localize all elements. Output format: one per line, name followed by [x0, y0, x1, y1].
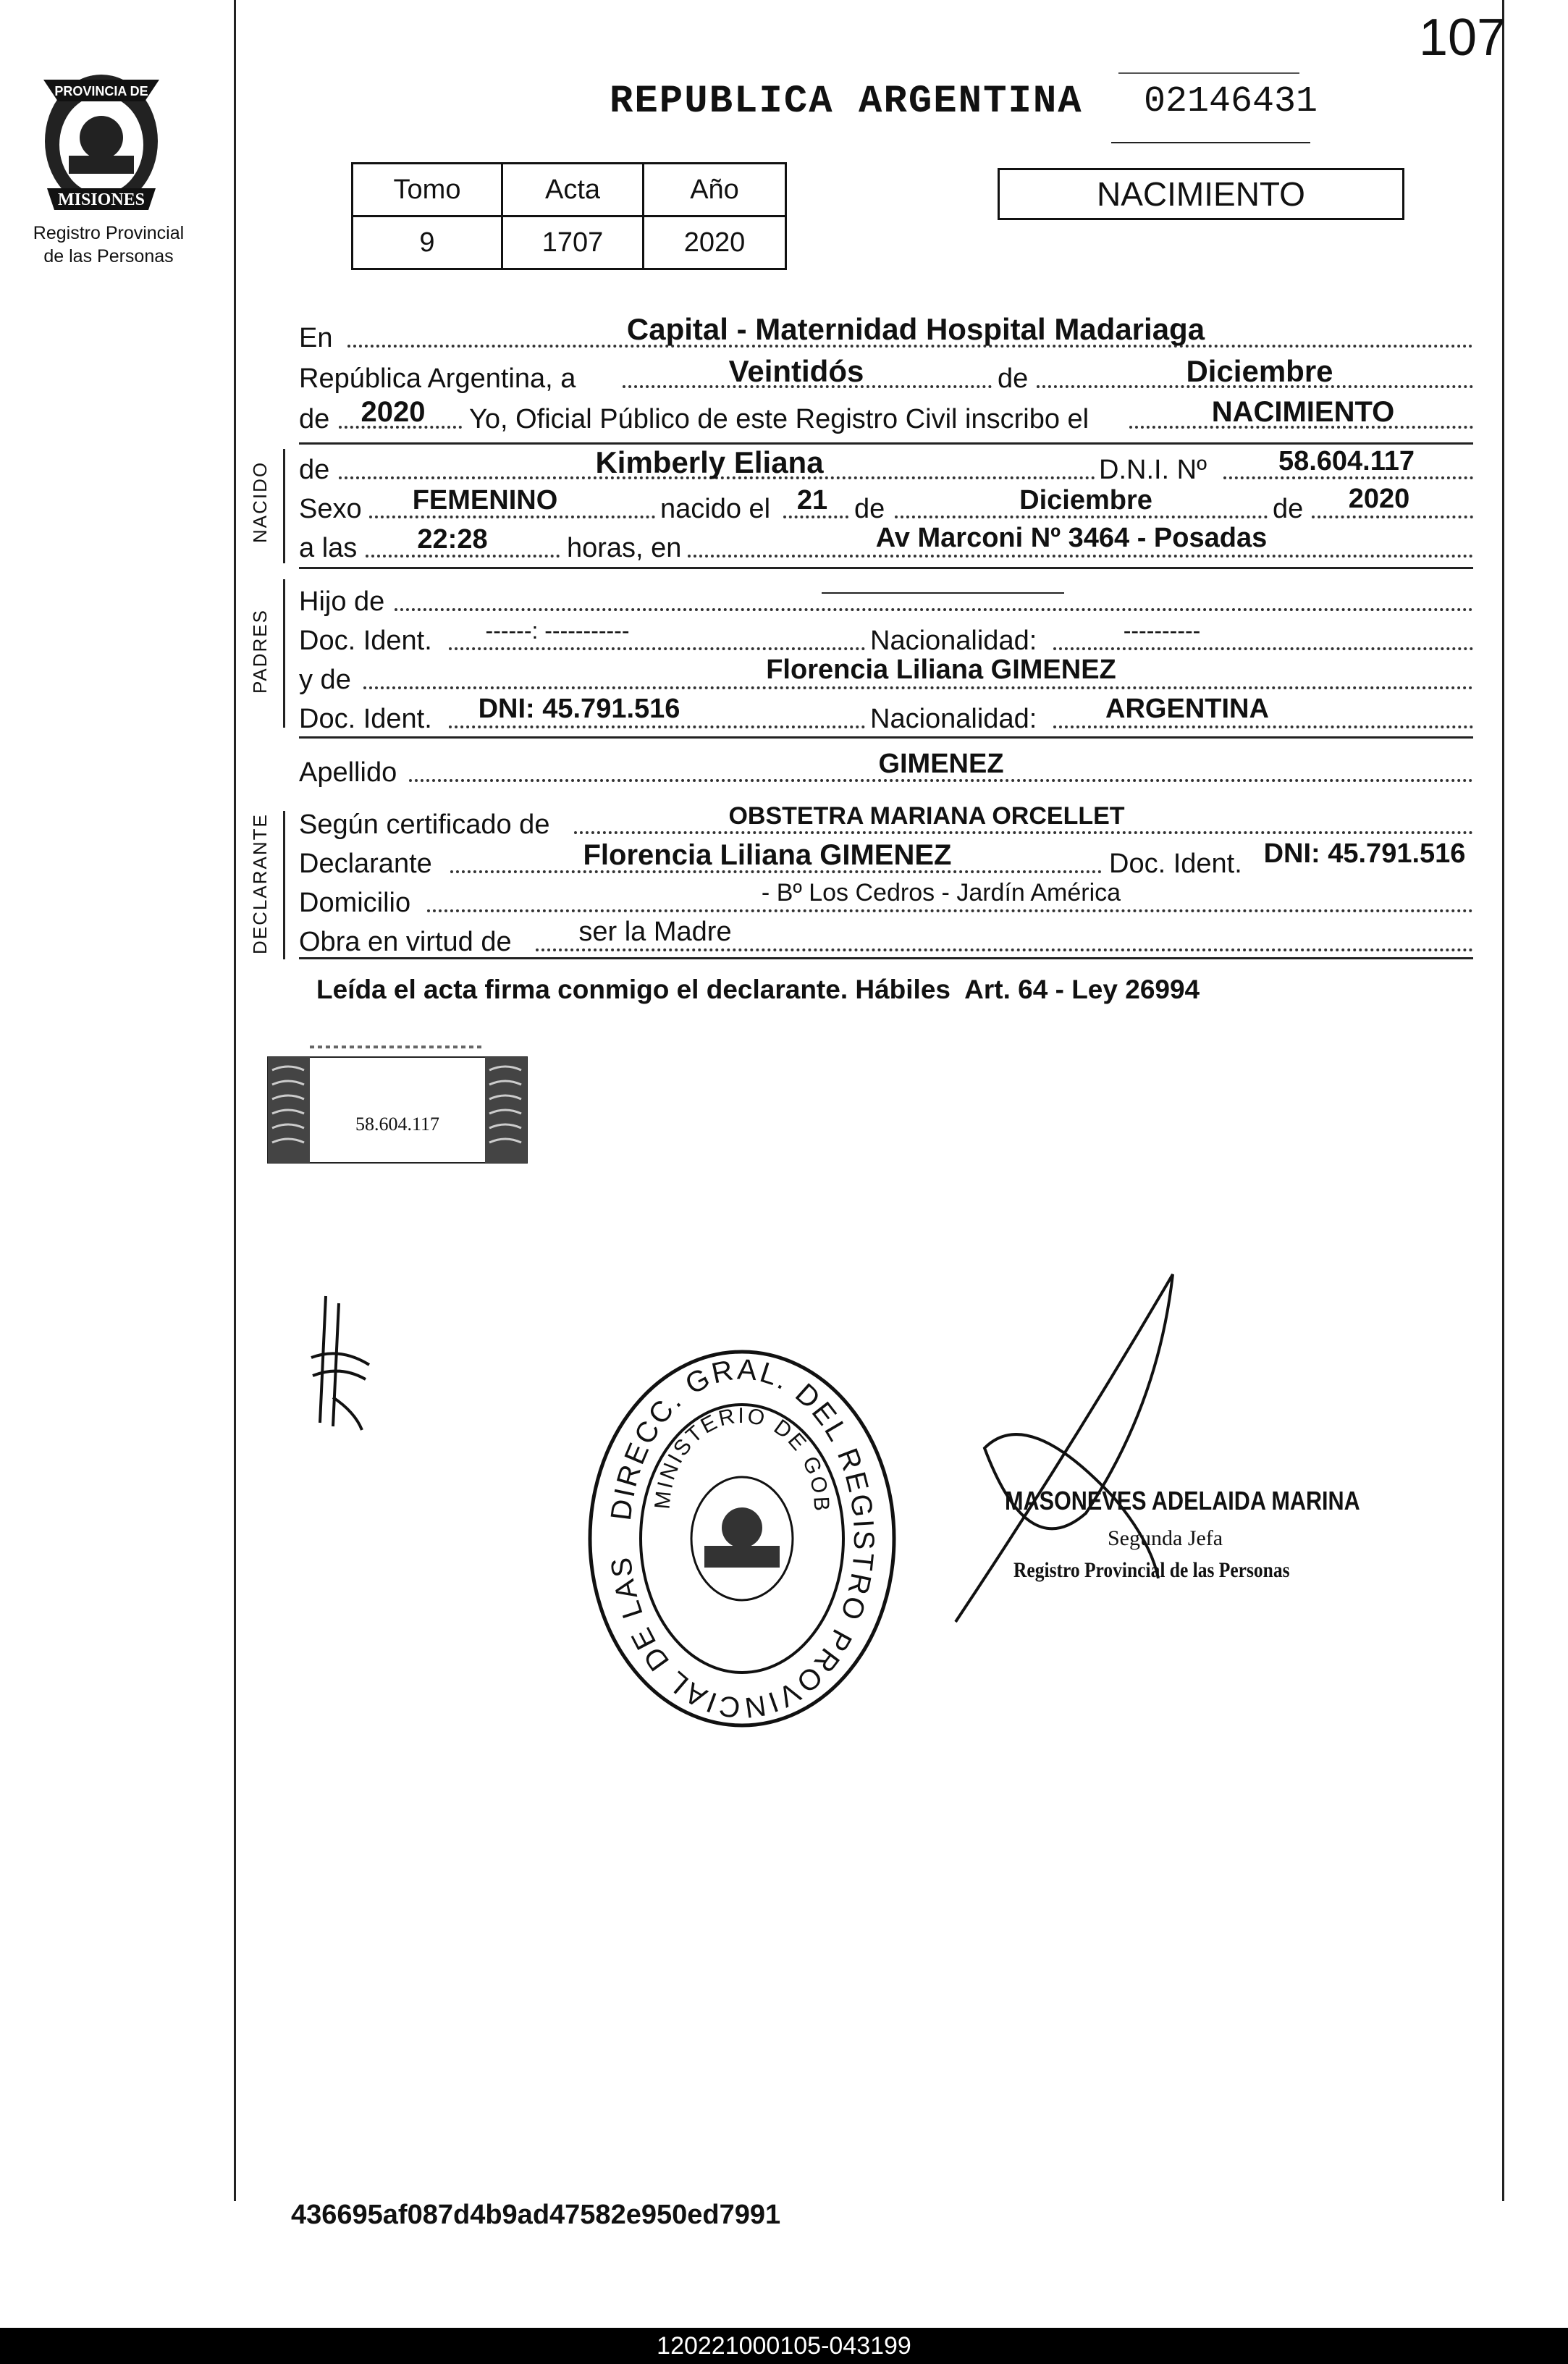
act-type-label: NACIMIENTO [1097, 175, 1305, 213]
acta-header: Acta [502, 164, 644, 216]
nacido-section-label: NACIDO [249, 460, 271, 543]
birth-place-value: Av Marconi Nº 3464 - Posadas [875, 523, 1268, 553]
nacido-el-label: nacido el [660, 494, 771, 524]
act-type-box [998, 168, 1404, 220]
de-label-1: de [998, 363, 1029, 394]
acta-value: 1707 [502, 216, 644, 269]
closing-text: Leída el acta firma conmigo el declarante. Hábiles Art. 64 - Ley 26994 [316, 975, 1200, 1004]
padres-side-line [283, 579, 285, 728]
birth-de-a: de [854, 494, 885, 524]
dots-doc2 [449, 725, 865, 728]
svg-text:DIRECC. GRAL. DEL REGISTRO PRO: DIRECC. GRAL. DEL REGISTRO PROVINCIAL DE LAS [604, 1353, 880, 1724]
cert-value: OBSTETRA MARIANA ORCELLET [728, 802, 1125, 830]
signatory-name: MASONEVES ADELAIDA MARINA [1005, 1486, 1360, 1515]
id-stamp [266, 1041, 528, 1164]
republica-label: República Argentina, a [299, 363, 576, 394]
record-table [351, 162, 787, 270]
doc2-value: DNI: 45.791.516 [478, 694, 680, 724]
dots-birth-place [688, 555, 1473, 558]
footer-id: 120221000105-043199 [657, 2332, 911, 2360]
rule-declarante [299, 957, 1473, 959]
dots-birth-year [1312, 516, 1473, 518]
birth-year-value: 2020 [1348, 484, 1410, 514]
nac1-value: ---------- [1123, 618, 1201, 644]
dom-label: Domicilio [299, 888, 411, 918]
obra-value: ser la Madre [578, 917, 732, 947]
serial-number: 02146431 [1144, 81, 1318, 122]
yde-label: y de [299, 665, 351, 695]
apellido-label: Apellido [299, 757, 397, 788]
dots-father [395, 608, 1473, 611]
birth-day-value: 21 [796, 485, 828, 516]
apellido-value: GIMENEZ [878, 749, 1004, 779]
decl-doc-value: DNI: 45.791.516 [1263, 838, 1466, 869]
misiones-logo [29, 58, 174, 217]
dots-nac2 [1053, 725, 1473, 728]
dots-nac1 [1053, 647, 1473, 650]
child-name-value: Kimberly Eliana [595, 445, 824, 479]
svg-text:MINISTERIO DE GOBIERNO: MINISTERIO DE GOB [650, 1403, 834, 1514]
sexo-value: FEMENINO [412, 485, 558, 516]
decl-doc-label: Doc. Ident. [1109, 849, 1242, 879]
left-margin-line [234, 0, 236, 2201]
document-hash: 436695af087d4b9ad47582e950ed7991 [291, 2200, 781, 2230]
rule-nacido [299, 567, 1473, 569]
nac2-label: Nacionalidad: [870, 704, 1037, 734]
dots-mother [363, 686, 1473, 689]
right-margin-line [1502, 0, 1504, 2201]
official-seal [576, 1343, 909, 1734]
footer-bar [0, 2328, 1568, 2364]
country-title: REPUBLICA ARGENTINA [610, 80, 1083, 124]
nacido-de-label: de [299, 455, 330, 485]
en-label: En [299, 323, 333, 353]
serial-top-line [1118, 72, 1299, 74]
handwritten-initial [297, 1289, 376, 1434]
tomo-header: Tomo [353, 164, 502, 216]
year-value: 2020 [361, 396, 426, 428]
obra-label: Obra en virtud de [299, 927, 512, 957]
doc1-value: ------: ----------- [485, 618, 630, 644]
signatory-office: Registro Provincial de las Personas [1013, 1558, 1290, 1582]
decl-label: Declarante [299, 849, 432, 879]
de-label-2: de [299, 404, 330, 434]
anio-header: Año [644, 164, 786, 216]
father-blank-line [822, 592, 1064, 594]
dni-value: 58.604.117 [1278, 446, 1415, 476]
stamp-dni: 58.604.117 [355, 1114, 440, 1135]
doc1-label: Doc. Ident. [299, 626, 432, 656]
dots-dom [427, 909, 1473, 912]
page-number: 107 [1419, 9, 1506, 67]
svg-text:MISIONES: MISIONES [57, 190, 146, 209]
doc2-label: Doc. Ident. [299, 704, 432, 734]
declarante-section-label: DECLARANTE [249, 813, 271, 954]
mother-value: Florencia Liliana GIMENEZ [766, 655, 1116, 685]
place-value: Capital - Maternidad Hospital Madariaga [626, 312, 1205, 346]
nac2-value: ARGENTINA [1105, 694, 1269, 724]
declarante-side-line [283, 811, 285, 959]
decl-value: Florencia Liliana GIMENEZ [583, 839, 952, 871]
serial-underline [1111, 142, 1310, 143]
svg-text:PROVINCIA DE: PROVINCIA DE [54, 84, 148, 98]
horas-label: horas, en [567, 533, 682, 563]
nacido-side-line [283, 449, 285, 563]
dom-value: - Bº Los Cedros - Jardín América [761, 879, 1121, 907]
birth-time-value: 22:28 [417, 524, 488, 555]
dots-doc1 [449, 647, 865, 650]
sexo-label: Sexo [299, 494, 362, 524]
dots-obra [536, 948, 1473, 951]
cert-label: Según certificado de [299, 809, 550, 840]
logo-caption-line1: Registro Provincial [33, 223, 185, 243]
signatory-role: Segunda Jefa [1108, 1526, 1223, 1550]
logo-caption-line2: de las Personas [43, 246, 174, 266]
act-value: NACIMIENTO [1211, 396, 1395, 428]
day-words-value: Veintidós [728, 354, 864, 388]
alas-label: a las [299, 533, 358, 563]
month-value: Diciembre [1186, 354, 1333, 388]
nac1-label: Nacionalidad: [870, 626, 1037, 656]
oficial-text: Yo, Oficial Público de este Registro Civil inscribo el [469, 404, 1089, 434]
tomo-value: 9 [353, 216, 502, 269]
birth-de-b: de [1273, 494, 1304, 524]
hijo-de-label: Hijo de [299, 586, 385, 617]
padres-section-label: PADRES [249, 609, 271, 694]
rule-padres [299, 736, 1473, 739]
birth-month-value: Diciembre [1019, 485, 1152, 516]
dni-label: D.N.I. Nº [1099, 455, 1207, 485]
anio-value: 2020 [644, 216, 786, 269]
